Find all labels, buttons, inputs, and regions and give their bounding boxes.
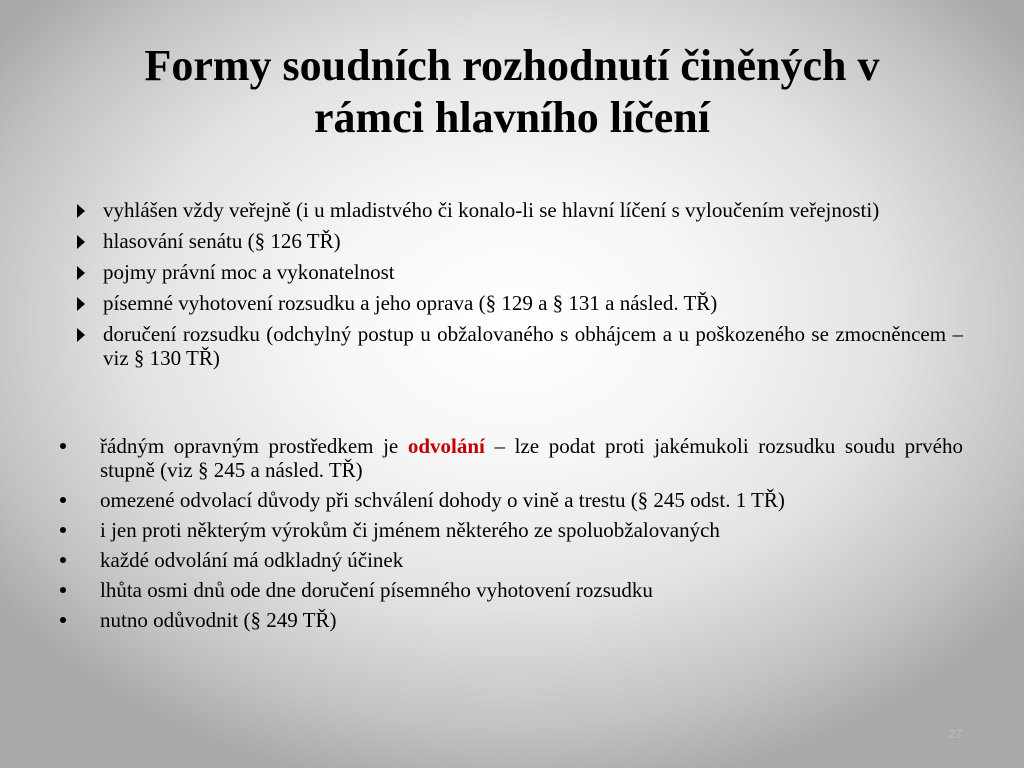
list-item-text: nutno odůvodnit (§ 249 TŘ) [100, 608, 337, 632]
list-item [57, 488, 963, 512]
list-item-text: hlasování senátu (§ 126 TŘ) [103, 229, 341, 253]
bullet-dot-icon [60, 617, 66, 623]
list-item-text: omezené odvolací důvody při schválení dohody o vině a trestu (§ 245 odst. 1 TŘ) [100, 488, 785, 512]
dot-bullet-list [57, 434, 963, 632]
arrow-bullet-list [70, 198, 963, 370]
highlighted-term-odvolani: odvolání [407, 434, 485, 458]
list-item-text: vyhlášen vždy veřejně (i u mladistvého či konalo-li se hlavní líčení s vyloučením veřejnosti) [103, 198, 880, 222]
list-item-text: lhůta osmi dnů ode dne doručení písemného vyhotovení rozsudku [100, 578, 653, 602]
right-triangle-icon [77, 235, 85, 249]
bullet-dot-icon [60, 557, 66, 563]
right-triangle-icon [77, 266, 85, 280]
list-item [70, 322, 963, 370]
list-item [57, 434, 963, 482]
list-item-text: písemné vyhotovení rozsudku a jeho oprava (§ 129 a § 131 a násled. TŘ) [103, 291, 718, 315]
right-triangle-icon [77, 297, 85, 311]
list-item-text: i jen proti některým výrokům či jménem některého ze spoluobžalovaných [100, 518, 720, 542]
list-item [70, 291, 963, 315]
slide-page-number: 27 [948, 727, 962, 741]
right-triangle-icon [77, 204, 85, 218]
list-item [70, 229, 963, 253]
list-item-text: pojmy právní moc a vykonatelnost [103, 260, 395, 284]
bullet-dot-icon [60, 527, 66, 533]
list-item [70, 198, 963, 222]
bullet-dot-icon [60, 587, 66, 593]
list-item-text-after: – lze podat proti jakémukoli rozsudku soudu prvého stupně (viz § 245 a násled. TŘ) [100, 434, 964, 482]
list-item [57, 608, 963, 632]
slide-title [60, 40, 964, 144]
list-item-text-before: řádným opravným prostředkem je [100, 434, 408, 458]
bullet-dot-icon [60, 497, 66, 503]
list-item-text: doručení rozsudku (odchylný postup u obžalovaného s obhájcem a u poškozeného se zmocněncem – viz § 130 TŘ) [103, 322, 963, 370]
slide-title-line-2: rámci hlavního líčení [314, 93, 710, 142]
right-triangle-icon [77, 328, 85, 342]
slide-title-line-1: Formy soudních rozhodnutí činěných v [144, 41, 880, 90]
list-item [57, 548, 963, 572]
list-item [70, 260, 963, 284]
bullet-dot-icon [60, 443, 66, 449]
list-item [57, 518, 963, 542]
list-item-text: každé odvolání má odkladný účinek [100, 548, 404, 572]
list-item [57, 578, 963, 602]
